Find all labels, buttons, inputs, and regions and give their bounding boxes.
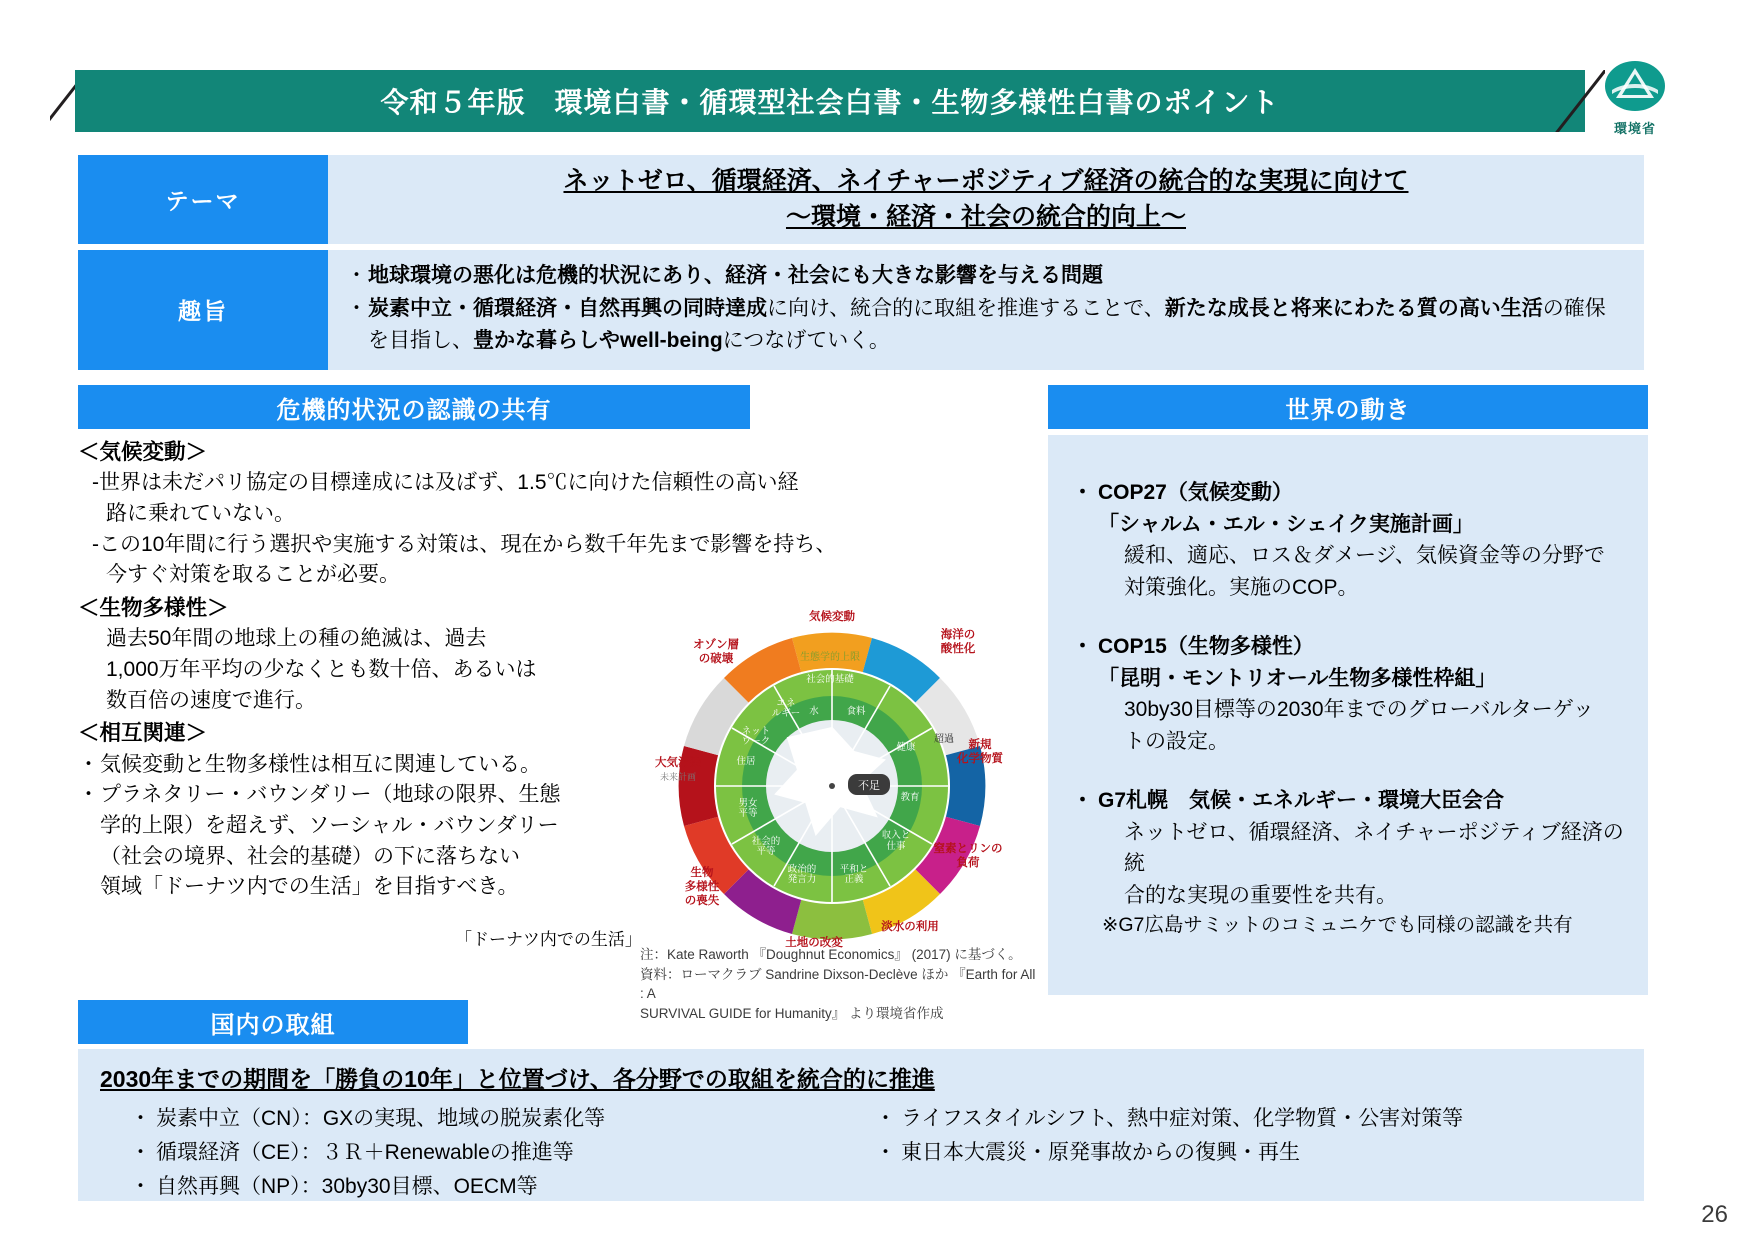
bottom-column-left (100, 1102, 861, 1204)
svg-text:超過: 超過 (934, 734, 954, 745)
purpose-row (78, 250, 1644, 371)
item-footnote: ※G7広島サミットのコミュニケでも同様の認識を共有 (1102, 914, 1573, 936)
item-title (1098, 631, 1496, 694)
doughnut-caption: 「ドーナツ内での生活」 (455, 930, 642, 949)
svg-text:未来計画: 未来計画 (659, 772, 697, 782)
item-title-line-1: COP15（生物多様性） (1098, 635, 1314, 658)
bottom-column-right (861, 1102, 1622, 1204)
list-item-label: 循環経済（CE）：３Ｒ＋Renewableの推進等 (156, 1141, 574, 1165)
description-line: 合的な実現の重要性を共有。 (1124, 883, 1397, 907)
svg-text:収入と: 収入と (881, 830, 911, 841)
bullet-marker: ・ (1072, 481, 1093, 504)
svg-text:政治的: 政治的 (787, 864, 817, 875)
list-item (875, 1102, 1622, 1136)
purpose-item-part: に向け、統合的に取組を推進することで、 (767, 297, 1165, 320)
purpose-item-part: の確保を目指し、 (368, 297, 1606, 352)
theme-row (78, 155, 1644, 244)
svg-text:酸性化: 酸性化 (940, 643, 976, 655)
svg-text:教育: 教育 (900, 792, 920, 803)
climate-heading: ＜気候変動＞ (78, 440, 208, 464)
bullet-marker: ・ (875, 1141, 896, 1165)
item-title (1098, 477, 1474, 540)
purpose-item (346, 260, 1626, 292)
ministry-logo-label: 環境省 (1613, 121, 1656, 136)
ministry-logo (1580, 60, 1690, 142)
svg-text:新規: 新規 (968, 739, 992, 751)
svg-text:窒素とリンの: 窒素とリンの (933, 843, 1003, 855)
world-movement-item (1072, 631, 1624, 757)
source-note-line: 資料：ローマクラブ Sandrine Dixson-Declève ほか 『Earth for All : A (640, 966, 1036, 1002)
source-note-line: SURVIVAL GUIDE for Humanity』 より環境省作成 (640, 1005, 944, 1021)
item-title-row (1072, 631, 1624, 694)
bottom-section-body (78, 1049, 1644, 1201)
svg-text:ネット: ネット (741, 726, 771, 737)
svg-text:の破壊: の破壊 (698, 653, 734, 665)
svg-text:不足: 不足 (858, 780, 880, 792)
list-item (130, 1170, 861, 1204)
svg-text:化学物質: 化学物質 (957, 753, 1003, 765)
svg-text:大気汚染: 大気汚染 (655, 757, 701, 769)
svg-text:生物: 生物 (690, 867, 714, 879)
svg-text:男女: 男女 (738, 798, 758, 809)
bullet-marker: ・ (346, 263, 367, 287)
svg-text:土地の改変: 土地の改変 (785, 937, 843, 949)
ministry-of-environment-logo-icon (1604, 60, 1666, 112)
biodiversity-line: 過去50年間の地球上の種の絶滅は、過去 (106, 627, 487, 651)
purpose-item-text (368, 260, 1626, 292)
biodiversity-line: 数百倍の速度で進行。 (106, 688, 316, 712)
svg-text:ワーク: ワーク (741, 736, 771, 747)
doughnut-source-note (640, 945, 1040, 1023)
list-item-label: 炭素中立（CN）：GXの実現、地域の脱炭素化等 (156, 1107, 606, 1130)
svg-text:生態学的上限: 生態学的上限 (800, 652, 860, 663)
bullet-marker: ・ (130, 1107, 151, 1130)
header-bar (75, 70, 1585, 132)
bottom-section-title: 2030年までの期間を「勝負の10年」と位置づけ、各分野での取組を統合的に推進 (100, 1066, 935, 1092)
bullet-marker: ・ (78, 783, 99, 807)
purpose-item-text (368, 293, 1626, 356)
purpose-item-part: 炭素中立・循環経済・自然再興の同時達成 (368, 297, 767, 320)
description-line: トの設定。 (1124, 729, 1229, 753)
bullet-marker: ・ (130, 1141, 151, 1165)
biodiversity-heading: ＜生物多様性＞ (78, 596, 229, 620)
item-title-row (1072, 477, 1624, 540)
svg-text:多様性: 多様性 (684, 881, 720, 893)
svg-text:オゾン層: オゾン層 (693, 639, 739, 651)
theme-line-2: 〜環境・経済・社会の統合的向上〜 (785, 203, 1186, 232)
interlink-line: プラネタリー・バウンダリー（地球の限界、生態 (100, 783, 561, 807)
svg-text:ルギー: ルギー (771, 708, 801, 719)
purpose-item-part: につなげていく。 (722, 328, 890, 352)
left-section-heading: 危機的状況の認識の共有 (78, 385, 750, 429)
description-line: 対策強化。実施のCOP。 (1124, 575, 1359, 599)
svg-text:淡水の利用: 淡水の利用 (881, 921, 939, 933)
right-section-heading: 世界の動き (1048, 385, 1648, 429)
doughnut-economics-figure (628, 590, 1036, 980)
svg-text:負荷: 負荷 (956, 857, 980, 869)
item-title (1098, 785, 1504, 817)
list-item (130, 1136, 861, 1170)
interlink-line: 領域「ドーナツ内での生活」を目指すべき。 (100, 875, 519, 899)
purpose-value (328, 250, 1644, 371)
svg-text:平和と: 平和と (839, 864, 869, 875)
svg-text:エネ: エネ (776, 698, 796, 709)
bullet-marker: ・ (1072, 789, 1093, 812)
svg-text:水: 水 (809, 706, 819, 717)
doughnut-diagram-icon (628, 590, 1036, 980)
interlink-item (78, 780, 598, 903)
item-title-line-2: 「昆明・モントリオール生物多様性枠組」 (1098, 666, 1497, 690)
item-title-row (1072, 785, 1624, 817)
climate-line: 路に乗れていない。 (106, 502, 295, 526)
svg-text:社会的: 社会的 (751, 836, 781, 847)
climate-line: -世界は未だパリ協定の目標達成には及ばず、1.5℃に向けた信頼性の高い経 (92, 471, 799, 495)
svg-text:健康: 健康 (896, 742, 916, 753)
list-item-label: ライフスタイルシフト、熱中症対策、化学物質・公害対策等 (901, 1107, 1464, 1130)
biodiversity-line: 1,000万年平均の少なくとも数十倍、あるいは (106, 658, 537, 682)
bottom-section-heading: 国内の取組 (78, 1000, 468, 1044)
svg-text:平等: 平等 (738, 808, 758, 819)
world-movement-item (1072, 477, 1624, 603)
list-item (130, 1102, 861, 1136)
item-description (1072, 540, 1624, 603)
svg-text:住居: 住居 (736, 756, 756, 767)
world-movement-item (1072, 785, 1624, 940)
purpose-item-part: 新たな成長と将来にわたる質の高い生活 (1164, 297, 1543, 320)
svg-text:食料: 食料 (846, 706, 866, 717)
description-line: 30by30目標等の2030年までのグローバルターゲッ (1124, 698, 1594, 721)
list-item (875, 1136, 1622, 1170)
bottom-columns (100, 1102, 1622, 1204)
interlink-item-text: 気候変動と生物多様性は相互に関連している。 (100, 752, 541, 776)
item-description (1072, 694, 1624, 757)
right-section-body (1048, 435, 1648, 995)
item-title-line-1: COP27（気候変動） (1098, 481, 1293, 504)
svg-text:社会的基礎: 社会的基礎 (806, 674, 854, 685)
theme-label: テーマ (78, 155, 328, 244)
svg-text:の喪失: の喪失 (684, 895, 720, 907)
theme-line-1: ネットゼロ、循環経済、ネイチャーポジティブ経済の統合的な実現に向けて (563, 167, 1409, 195)
climate-line: 今すぐ対策を取ることが必要。 (106, 563, 400, 587)
source-note-line: 注：Kate Raworth 『Doughnut Economics』 (2017) に基づく。 (640, 947, 1022, 962)
list-item-label: 自然再興（NP）：30by30目標、OECM等 (156, 1175, 538, 1199)
bullet-marker: ・ (130, 1175, 151, 1199)
interlink-line: 学的上限）を超えず、ソーシャル・バウンダリー (100, 814, 559, 838)
list-item-label: 東日本大震災・原発事故からの復興・再生 (901, 1141, 1300, 1165)
svg-text:仕事: 仕事 (886, 841, 906, 852)
item-description (1072, 817, 1624, 912)
page-title: 令和５年版 環境白書・循環型社会白書・生物多様性白書のポイント (380, 87, 1280, 118)
svg-text:気候変動: 気候変動 (809, 611, 855, 623)
svg-text:発言力: 発言力 (787, 874, 817, 885)
bullet-marker: ・ (346, 297, 367, 320)
description-line: 緩和、適応、ロス＆ダメージ、気候資金等の分野で (1124, 544, 1605, 567)
bullet-marker: ・ (1072, 635, 1093, 658)
item-title-line-2: 「シャルム・エル・シェイク実施計画」 (1098, 512, 1474, 536)
interlink-item-text (100, 780, 561, 903)
purpose-item-part: 地球環境の悪化は危機的状況にあり、経済・社会にも大きな影響を与える問題 (368, 263, 1103, 287)
bullet-marker: ・ (875, 1107, 896, 1130)
page-header (50, 70, 1656, 136)
purpose-label: 趣旨 (78, 250, 328, 371)
theme-purpose-table (78, 155, 1644, 376)
purpose-item (346, 293, 1626, 356)
description-line: ネットゼロ、循環経済、ネイチャーポジティブ経済の統 (1124, 820, 1624, 875)
svg-text:平等: 平等 (756, 846, 776, 857)
item-title-line-1: G7札幌 気候・エネルギー・環境大臣会合 (1098, 789, 1505, 812)
page-number: 26 (1701, 1201, 1728, 1228)
interlink-item (78, 750, 598, 781)
bullet-marker: ・ (78, 752, 99, 776)
theme-value (328, 155, 1644, 244)
interlink-heading: ＜相互関連＞ (78, 721, 208, 746)
svg-text:正義: 正義 (844, 874, 864, 885)
climate-line: -この10年間に行う選択や実施する対策は、現在から数千年先まで影響を持ち、 (92, 532, 837, 556)
interlink-line: （社会の境界、社会的基礎）の下に落ちない (100, 844, 520, 868)
svg-text:海洋の: 海洋の (940, 629, 976, 641)
purpose-item-part: 豊かな暮らしやwell-being (473, 328, 723, 352)
